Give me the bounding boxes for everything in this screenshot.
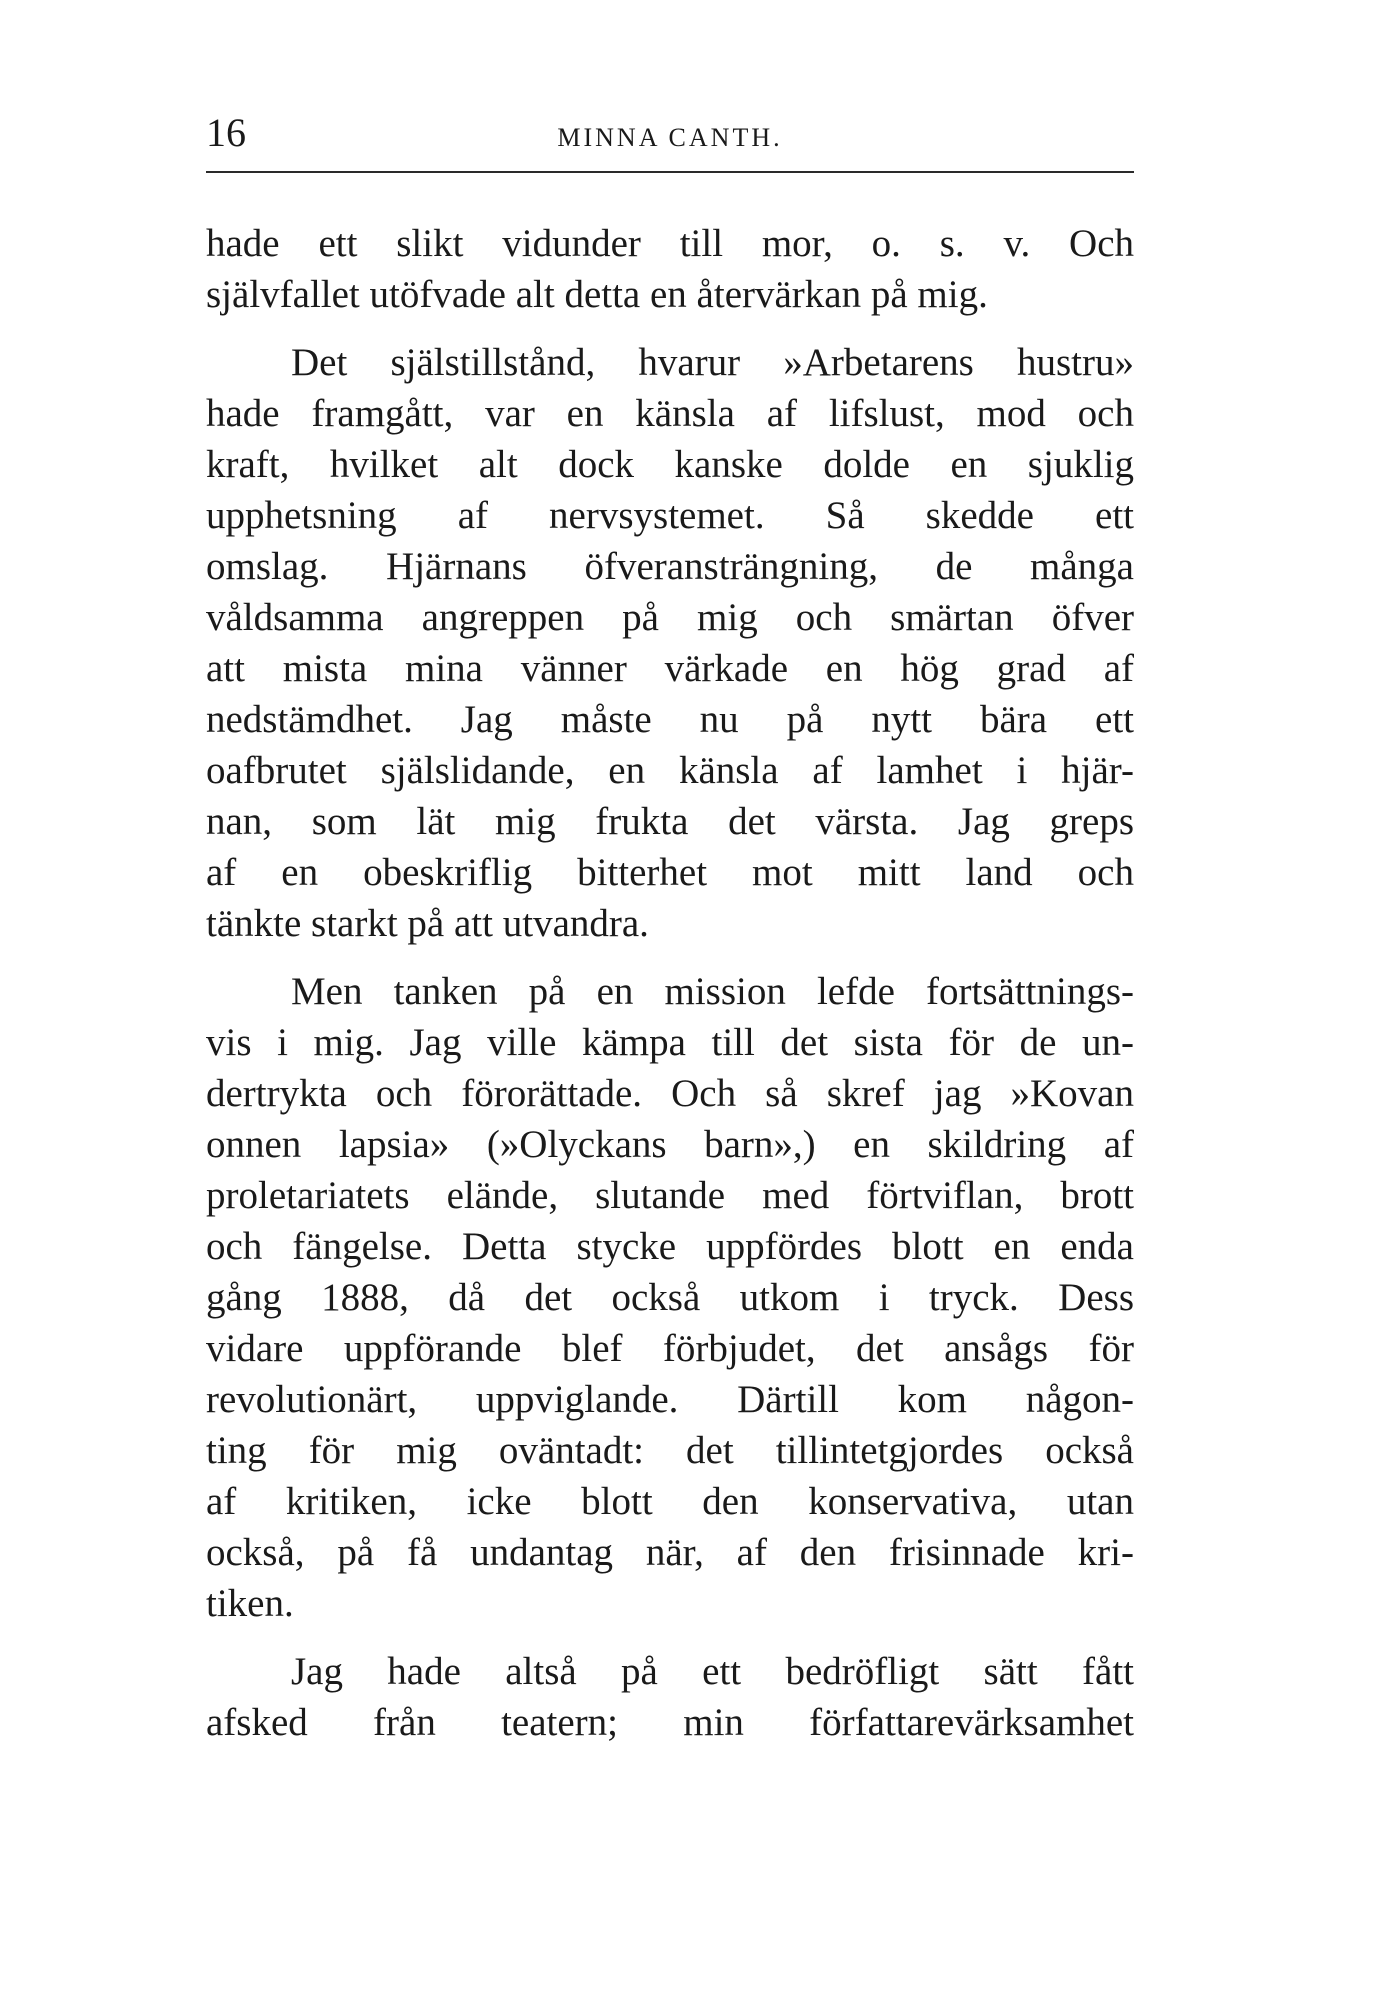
paragraph [206,1646,1134,1748]
text-line: upphetsning af nervsystemet. Så skedde ett [206,494,1134,537]
text-line: tänkte starkt på att utvandra. [206,902,649,945]
body-text [206,218,1134,1748]
text-line: Det själstillstånd, hvarur »Arbetarens hustru» [291,341,1134,384]
text-line: självfallet utöfvade alt detta en återvärkan på mig. [206,273,988,316]
text-line: också, på få undantag när, af den frisinnade kri- [206,1531,1134,1574]
text-line: af kritiken, icke blott den konservativa, utan [206,1480,1134,1523]
text-line: af en obeskriflig bitterhet mot mitt land och [206,851,1134,894]
running-head: MINNA CANTH. [557,123,783,152]
text-line: gång 1888, då det också utkom i tryck. Dess [206,1276,1134,1319]
page-number: 16 [206,110,246,155]
text-line: hade framgått, var en känsla af lifslust, mod och [206,392,1134,435]
text-line: nedstämdhet. Jag måste nu på nytt bära ett [206,698,1134,741]
text-line: vis i mig. Jag ville kämpa till det sista för de un- [206,1021,1134,1064]
text-line: Jag hade altså på ett bedröfligt sätt fått [291,1650,1134,1693]
text-line: ting för mig oväntadt: det tillintetgjordes också [206,1429,1134,1472]
text-line: oafbrutet själslidande, en känsla af lamhet i hjär- [206,749,1134,792]
text-line: våldsamma angreppen på mig och smärtan öfver [206,596,1134,639]
paragraph [206,966,1134,1629]
text-line: att mista mina vänner värkade en hög grad af [206,647,1134,690]
header-rule [206,171,1134,173]
text-line: Men tanken på en mission lefde fortsättnings- [291,970,1134,1013]
paragraph [206,218,1134,320]
text-line: afsked från teatern; min författarevärksamhet [206,1701,1134,1744]
text-line: och fängelse. Detta stycke uppfördes blott en enda [206,1225,1134,1268]
text-line: tiken. [206,1582,294,1625]
text-line: omslag. Hjärnans öfveransträngning, de många [206,545,1134,588]
text-line: hade ett slikt vidunder till mor, o. s. v. Och [206,222,1134,265]
text-line: dertrykta och förorättade. Och så skref jag »Kovan [206,1072,1134,1115]
page-header [206,108,1134,168]
text-line: proletariatets elände, slutande med förtviflan, brott [206,1174,1134,1217]
paragraph [206,337,1134,949]
text-line: revolutionärt, uppviglande. Därtill kom någon- [206,1378,1134,1421]
text-line: kraft, hvilket alt dock kanske dolde en sjuklig [206,443,1134,486]
text-line: onnen lapsia» (»Olyckans barn»,) en skildring af [206,1123,1134,1166]
text-line: vidare uppförande blef förbjudet, det ansågs för [206,1327,1134,1370]
text-line: nan, som lät mig frukta det värsta. Jag greps [206,800,1134,843]
